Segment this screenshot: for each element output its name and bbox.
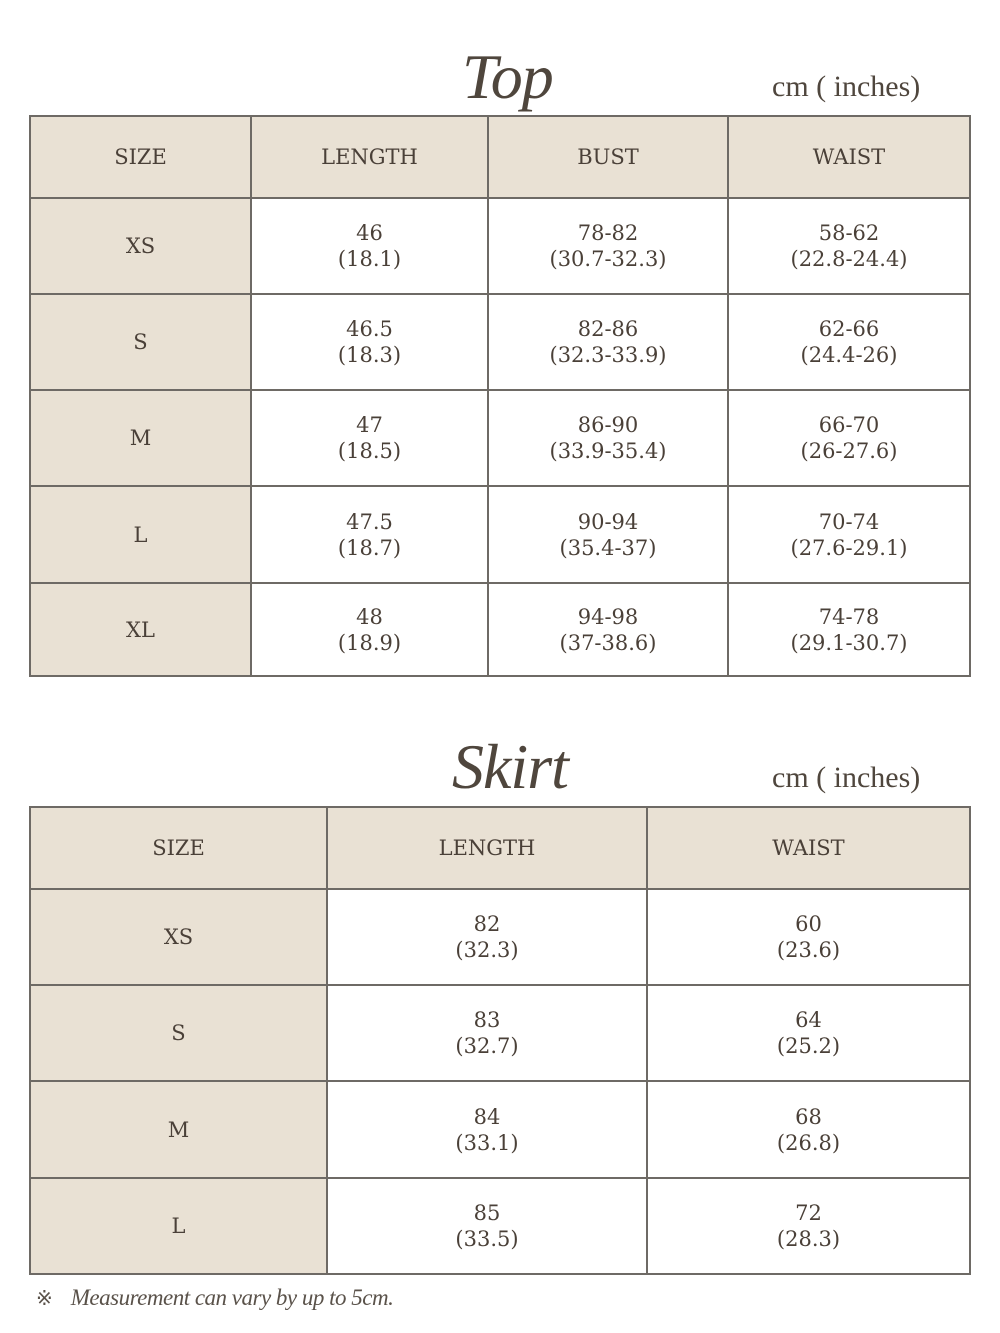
size-cell: XL	[30, 583, 251, 676]
length-in: (18.1)	[337, 247, 402, 271]
bust-cell	[488, 294, 728, 390]
bust-cell	[488, 486, 728, 583]
table-row	[30, 1178, 970, 1274]
length-cell	[327, 985, 647, 1081]
length-cell	[251, 294, 488, 390]
table-header-row	[30, 116, 970, 198]
waist-in: (25.2)	[776, 1034, 841, 1058]
size-cell: XS	[30, 198, 251, 294]
waist-cm: 66-70	[818, 413, 880, 437]
length-cm: 48	[356, 604, 383, 629]
bust-cm: 94-98	[577, 604, 639, 629]
length-in: (18.7)	[337, 535, 402, 560]
waist-cell	[728, 390, 970, 486]
waist-cm: 62-66	[818, 317, 880, 341]
bust-cell	[488, 198, 728, 294]
size-cell: S	[30, 294, 251, 390]
header-waist: WAIST	[647, 807, 970, 889]
bust-cm: 82-86	[577, 317, 639, 341]
bust-in: (37-38.6)	[559, 630, 657, 655]
waist-cell	[647, 1178, 970, 1274]
skirt-title: Skirt	[452, 731, 568, 802]
length-cm: 47	[356, 413, 383, 437]
reference-mark-icon: ※	[36, 1286, 53, 1310]
bust-cell	[488, 583, 728, 676]
length-cell	[251, 486, 488, 583]
waist-cm: 68	[795, 1104, 822, 1129]
bust-cm: 90-94	[577, 509, 639, 534]
waist-cm: 64	[795, 1008, 822, 1032]
waist-cell	[647, 985, 970, 1081]
length-in: (32.7)	[455, 1034, 519, 1058]
top-size-table	[29, 115, 971, 677]
waist-in: (22.8-24.4)	[790, 247, 908, 271]
length-cell	[251, 583, 488, 676]
length-cell	[251, 198, 488, 294]
skirt-unit-label: cm ( inches)	[772, 761, 921, 794]
waist-cm: 70-74	[818, 509, 880, 534]
header-waist: WAIST	[728, 116, 970, 198]
table-row	[30, 198, 970, 294]
bust-cell	[488, 390, 728, 486]
table-row	[30, 583, 970, 676]
bust-in: (33.9-35.4)	[549, 439, 667, 463]
waist-cm: 58-62	[818, 221, 880, 245]
bust-in: (30.7-32.3)	[549, 247, 667, 271]
length-in: (33.5)	[455, 1227, 519, 1251]
length-in: (18.9)	[337, 630, 402, 655]
waist-in: (26.8)	[776, 1130, 841, 1155]
size-cell: L	[30, 1178, 327, 1274]
table-row	[30, 1081, 970, 1178]
length-cm: 47.5	[346, 509, 393, 534]
top-unit-label: cm ( inches)	[772, 70, 921, 103]
waist-in: (29.1-30.7)	[790, 630, 908, 655]
header-length: LENGTH	[327, 807, 647, 889]
length-cell	[251, 390, 488, 486]
length-cell	[327, 1178, 647, 1274]
table-row	[30, 390, 970, 486]
bust-cm: 78-82	[577, 221, 639, 245]
size-cell: S	[30, 985, 327, 1081]
table-row	[30, 486, 970, 583]
length-cell	[327, 1081, 647, 1178]
waist-cm: 60	[795, 912, 822, 936]
waist-cm: 74-78	[818, 604, 880, 629]
header-size: SIZE	[30, 116, 251, 198]
length-cm: 46.5	[346, 317, 393, 341]
length-in: (18.3)	[337, 343, 402, 367]
waist-in: (26-27.6)	[800, 439, 898, 463]
table-row	[30, 294, 970, 390]
length-cm: 46	[356, 221, 383, 245]
waist-cell	[728, 198, 970, 294]
waist-cell	[647, 889, 970, 985]
size-cell: M	[30, 1081, 327, 1178]
footnote	[36, 1285, 393, 1311]
length-in: (33.1)	[455, 1130, 519, 1155]
bust-cm: 86-90	[577, 413, 639, 437]
waist-cell	[647, 1081, 970, 1178]
table-row	[30, 985, 970, 1081]
waist-in: (23.6)	[776, 938, 841, 962]
length-cm: 83	[473, 1008, 501, 1032]
length-cm: 85	[473, 1201, 501, 1225]
length-cm: 82	[473, 912, 501, 936]
waist-cm: 72	[795, 1201, 822, 1225]
header-bust: BUST	[488, 116, 728, 198]
table-header-row	[30, 807, 970, 889]
bust-in: (32.3-33.9)	[549, 343, 667, 367]
bust-in: (35.4-37)	[559, 535, 657, 560]
header-length: LENGTH	[251, 116, 488, 198]
waist-in: (28.3)	[776, 1227, 841, 1251]
skirt-size-table	[29, 806, 971, 1275]
length-cm: 84	[473, 1104, 501, 1129]
size-cell: XS	[30, 889, 327, 985]
waist-cell	[728, 294, 970, 390]
size-cell: M	[30, 390, 251, 486]
waist-cell	[728, 486, 970, 583]
table-row	[30, 889, 970, 985]
header-size: SIZE	[30, 807, 327, 889]
waist-cell	[728, 583, 970, 676]
length-cell	[327, 889, 647, 985]
waist-in: (24.4-26)	[800, 343, 898, 367]
footnote-text: Measurement can vary by up to 5cm.	[70, 1285, 394, 1310]
waist-in: (27.6-29.1)	[790, 535, 908, 560]
length-in: (32.3)	[455, 938, 519, 962]
top-title: Top	[462, 41, 553, 112]
size-cell: L	[30, 486, 251, 583]
length-in: (18.5)	[337, 439, 402, 463]
